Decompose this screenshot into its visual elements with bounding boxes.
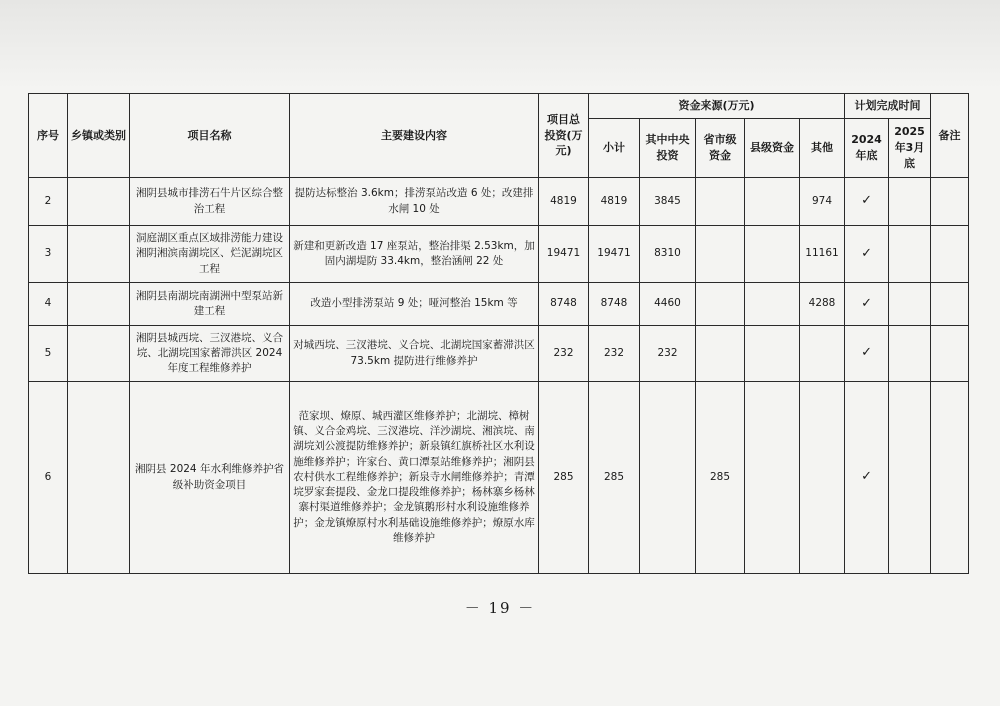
header-subtotal: 小计 [589,119,640,178]
cell-remark [931,382,969,574]
cell-2024-check: ✓ [845,226,889,283]
header-town: 乡镇或类别 [68,94,130,178]
cell-total: 4819 [539,178,589,226]
cell-town [68,226,130,283]
cell-remark [931,326,969,382]
cell-provincial [696,326,745,382]
cell-subtotal: 285 [589,382,640,574]
cell-seq: 6 [29,382,68,574]
cell-total: 19471 [539,226,589,283]
project-table [28,93,969,574]
header-county: 县级资金 [745,119,800,178]
cell-other: 4288 [800,283,845,326]
header-total: 项目总投资(万元) [539,94,589,178]
cell-central: 4460 [640,283,696,326]
cell-provincial [696,178,745,226]
cell-name: 湘阴县城市排涝石牛片区综合整治工程 [130,178,290,226]
cell-county [745,226,800,283]
cell-central [640,382,696,574]
table-row [29,382,969,574]
cell-town [68,382,130,574]
cell-2024-check: ✓ [845,326,889,382]
cell-other [800,326,845,382]
cell-other: 11161 [800,226,845,283]
cell-seq: 3 [29,226,68,283]
cell-remark [931,283,969,326]
header-central: 其中中央投资 [640,119,696,178]
cell-remark [931,178,969,226]
cell-2025 [889,283,931,326]
cell-name: 湘阴县 2024 年水利维修养护省级补助资金项目 [130,382,290,574]
cell-other [800,382,845,574]
cell-seq: 5 [29,326,68,382]
page-number: － 19 － [464,599,536,617]
cell-county [745,382,800,574]
header-2025: 2025年3月底 [889,119,931,178]
cell-town [68,326,130,382]
header-provincial: 省市级资金 [696,119,745,178]
header-2024: 2024年底 [845,119,889,178]
cell-central: 232 [640,326,696,382]
cell-central: 3845 [640,178,696,226]
table-row [29,178,969,226]
header-funding: 资金来源(万元) [589,94,845,119]
cell-town [68,178,130,226]
cell-provincial: 285 [696,382,745,574]
cell-2024-check: ✓ [845,283,889,326]
cell-name: 洞庭湖区重点区域排涝能力建设湘阴湘滨南湖垸区、烂泥湖垸区工程 [130,226,290,283]
cell-provincial [696,283,745,326]
cell-county [745,326,800,382]
header-plan: 计划完成时间 [845,94,931,119]
cell-seq: 4 [29,283,68,326]
cell-total: 285 [539,382,589,574]
cell-total: 8748 [539,283,589,326]
cell-subtotal: 8748 [589,283,640,326]
cell-subtotal: 19471 [589,226,640,283]
cell-provincial [696,226,745,283]
cell-2024-check: ✓ [845,382,889,574]
cell-county [745,283,800,326]
table-row [29,283,969,326]
cell-content: 对城西垸、三汊港垸、义合垸、北湖垸国家蓄滞洪区 73.5km 提防进行维修养护 [290,326,539,382]
header-other: 其他 [800,119,845,178]
cell-content: 范家坝、燎原、城西灌区维修养护；北湖垸、樟树镇、义合金鸡垸、三汊港垸、洋沙湖垸、湘滨垸、南湖垸刘公渡提防维修养护；新泉镇红旗桥社区水利设施维修养护；许家台、黄口潭泵站维修养护；湘阴县农村供水工程维修养护；新泉寺水闸维修养护；青潭垸罗家套提段、金龙口提段维修养护；杨林寨乡杨林寨村渠道维修养护；金龙镇鹅形村水利设施维修养护；金龙镇燎原村水利基础设施维修养护；燎原水库维修养护 [290,382,539,574]
cell-2025 [889,382,931,574]
cell-content: 提防达标整治 3.6km；排涝泵站改造 6 处；改建排水闸 10 处 [290,178,539,226]
cell-central: 8310 [640,226,696,283]
cell-name: 湘阴县南湖垸南湖洲中型泵站新建工程 [130,283,290,326]
cell-2025 [889,178,931,226]
cell-other: 974 [800,178,845,226]
table-row [29,226,969,283]
page-top-shadow [0,0,1000,90]
cell-2025 [889,326,931,382]
header-remark: 备注 [931,94,969,178]
cell-total: 232 [539,326,589,382]
cell-content: 新建和更新改造 17 座泵站，整治排渠 2.53km，加固内湖堤防 33.4km，整治涵闸 22 处 [290,226,539,283]
cell-2025 [889,226,931,283]
cell-seq: 2 [29,178,68,226]
cell-subtotal: 232 [589,326,640,382]
cell-content: 改造小型排涝泵站 9 处；哑河整治 15km 等 [290,283,539,326]
table-row [29,326,969,382]
header-name: 项目名称 [130,94,290,178]
cell-subtotal: 4819 [589,178,640,226]
cell-county [745,178,800,226]
cell-2024-check: ✓ [845,178,889,226]
header-seq: 序号 [29,94,68,178]
cell-name: 湘阴县城西垸、三汊港垸、义合垸、北湖垸国家蓄滞洪区 2024 年度工程维修养护 [130,326,290,382]
cell-town [68,283,130,326]
header-content: 主要建设内容 [290,94,539,178]
cell-remark [931,226,969,283]
